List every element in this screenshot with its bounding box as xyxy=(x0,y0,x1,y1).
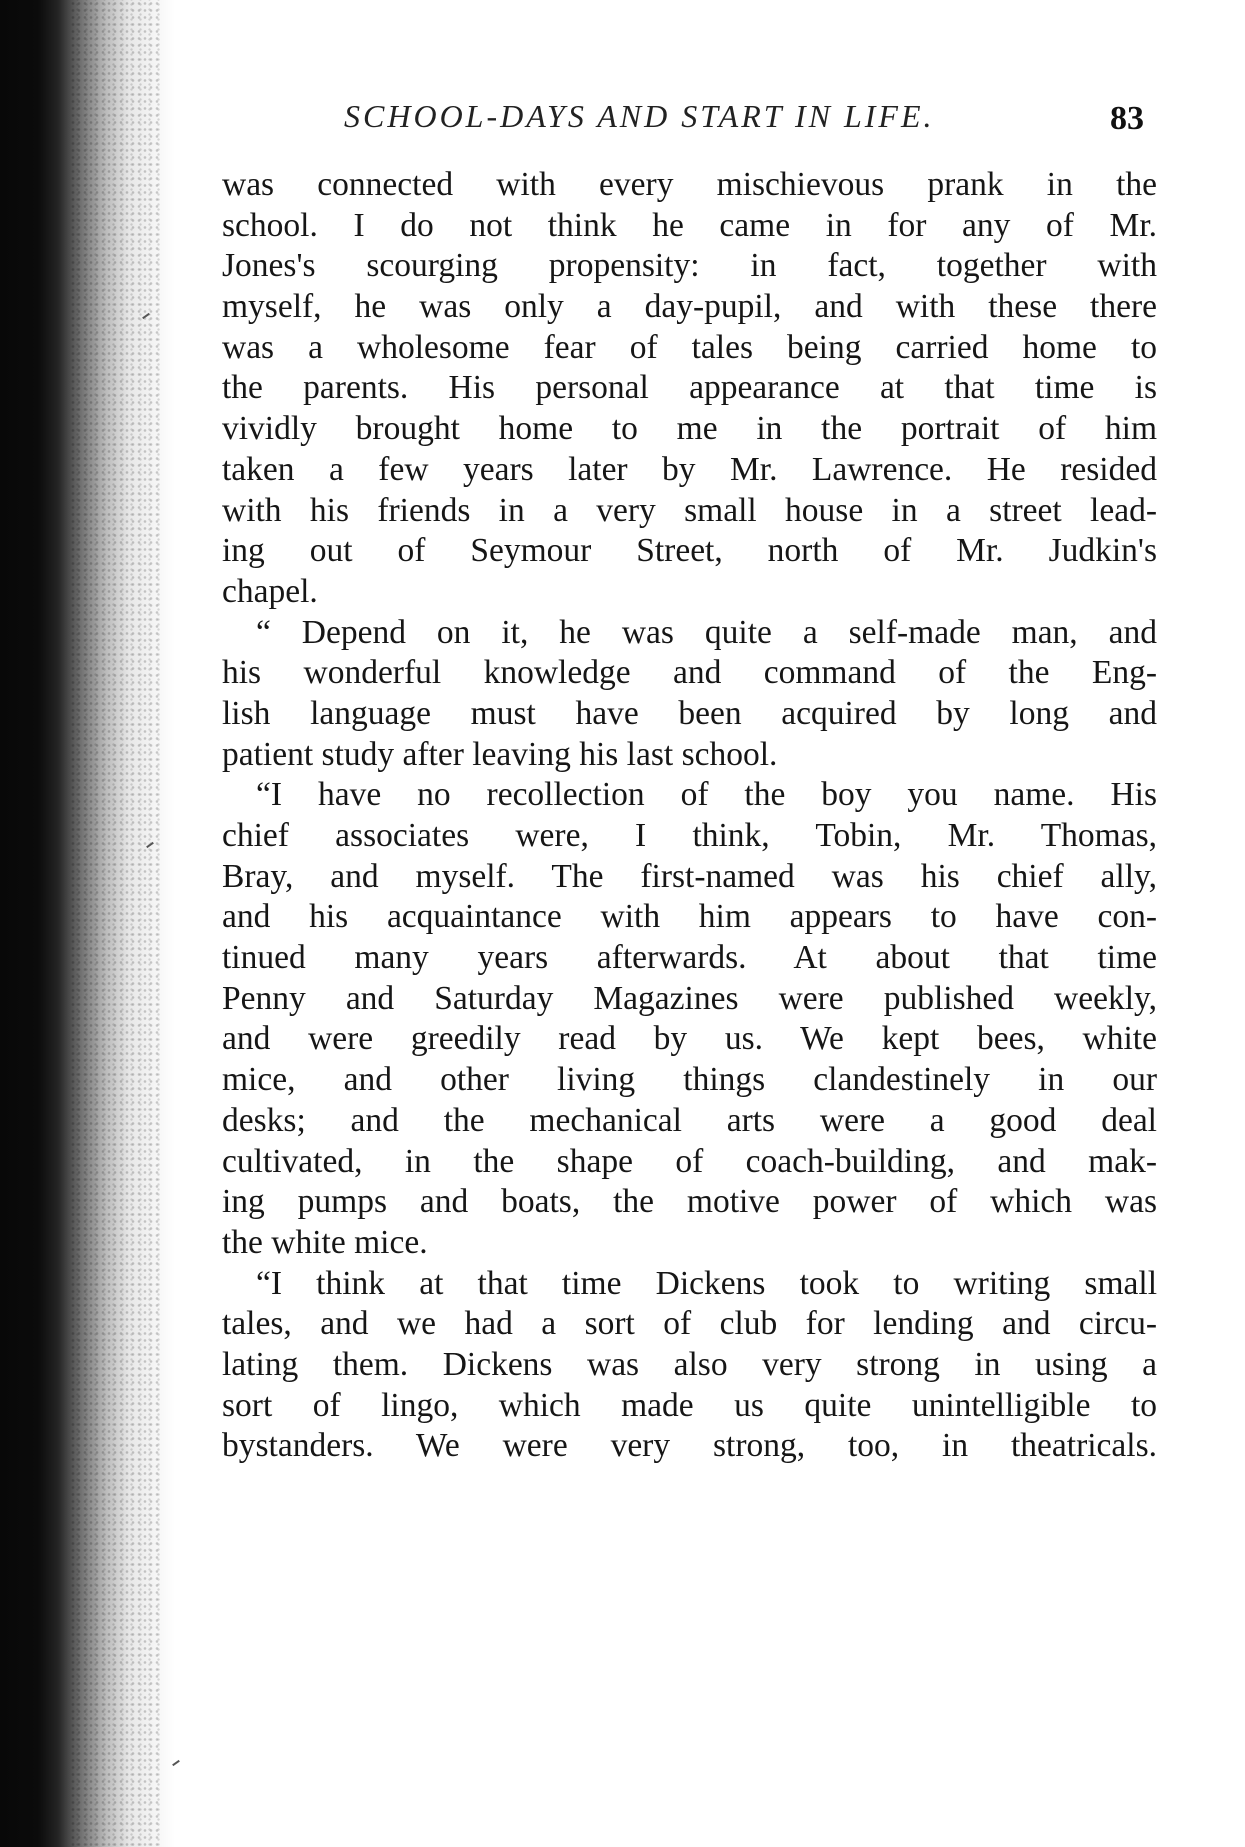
text-line: patient study after leaving his last school. xyxy=(222,735,778,773)
text-line: mice, and other living things clandestinely in our xyxy=(222,1061,1157,1099)
text-line: “I think at that time Dickens took to writing small xyxy=(256,1264,1157,1302)
text-line: school. I do not think he came in for any of Mr. xyxy=(222,206,1157,244)
paragraph xyxy=(222,613,1157,776)
text-line: tinued many years afterwards. At about that time xyxy=(222,939,1157,977)
body-text xyxy=(222,165,1157,1467)
paragraph xyxy=(222,775,1157,1263)
text-line: with his friends in a very small house in a street lead- xyxy=(222,491,1157,529)
text-line: vividly brought home to me in the portrait of him xyxy=(222,410,1157,448)
text-line: his wonderful knowledge and command of the Eng- xyxy=(222,654,1157,692)
text-line: and his acquaintance with him appears to have con- xyxy=(222,898,1157,936)
page-number: 83 xyxy=(1110,100,1144,137)
text-line: Bray, and myself. The first-named was his chief ally, xyxy=(222,857,1157,895)
text-line: cultivated, in the shape of coach-building, and mak- xyxy=(222,1142,1157,1180)
text-line: was a wholesome fear of tales being carried home to xyxy=(222,328,1157,366)
text-line: the parents. His personal appearance at that time is xyxy=(222,369,1157,407)
text-line: lating them. Dickens was also very strong in using a xyxy=(222,1345,1157,1383)
text-line: chief associates were, I think, Tobin, Mr. Thomas, xyxy=(222,817,1157,854)
scan-speckle-noise xyxy=(70,0,160,1847)
text-line: Jones's scourging propensity: in fact, together with xyxy=(222,247,1157,285)
text-line: the white mice. xyxy=(222,1223,428,1261)
text-line: “I have no recollection of the boy you name. His xyxy=(256,776,1157,814)
text-line: “ Depend on it, he was quite a self-made man, and xyxy=(256,613,1157,651)
running-head-title: SCHOOL-DAYS AND START IN LIFE. xyxy=(344,98,935,134)
text-line: myself, he was only a day-pupil, and with these there xyxy=(222,288,1157,326)
text-line: taken a few years later by Mr. Lawrence. He resided xyxy=(222,450,1157,488)
text-line: ing out of Seymour Street, north of Mr. Judkin's xyxy=(222,532,1157,570)
text-line: desks; and the mechanical arts were a good deal xyxy=(222,1101,1157,1139)
paragraph xyxy=(222,1264,1157,1467)
text-line: was connected with every mischievous prank in the xyxy=(222,166,1157,203)
text-line: and were greedily read by us. We kept bees, white xyxy=(222,1020,1157,1058)
text-line: tales, and we had a sort of club for lending and circu- xyxy=(222,1305,1157,1343)
text-line: sort of lingo, which made us quite unintelligible to xyxy=(222,1386,1157,1424)
text-line: bystanders. We were very strong, too, in theatricals. xyxy=(222,1427,1157,1465)
paragraph xyxy=(222,165,1157,613)
text-line: chapel. xyxy=(222,572,318,610)
text-line: Penny and Saturday Magazines were published weekly, xyxy=(222,979,1157,1017)
text-line: ing pumps and boats, the motive power of which was xyxy=(222,1183,1157,1221)
text-line: lish language must have been acquired by long and xyxy=(222,694,1157,732)
